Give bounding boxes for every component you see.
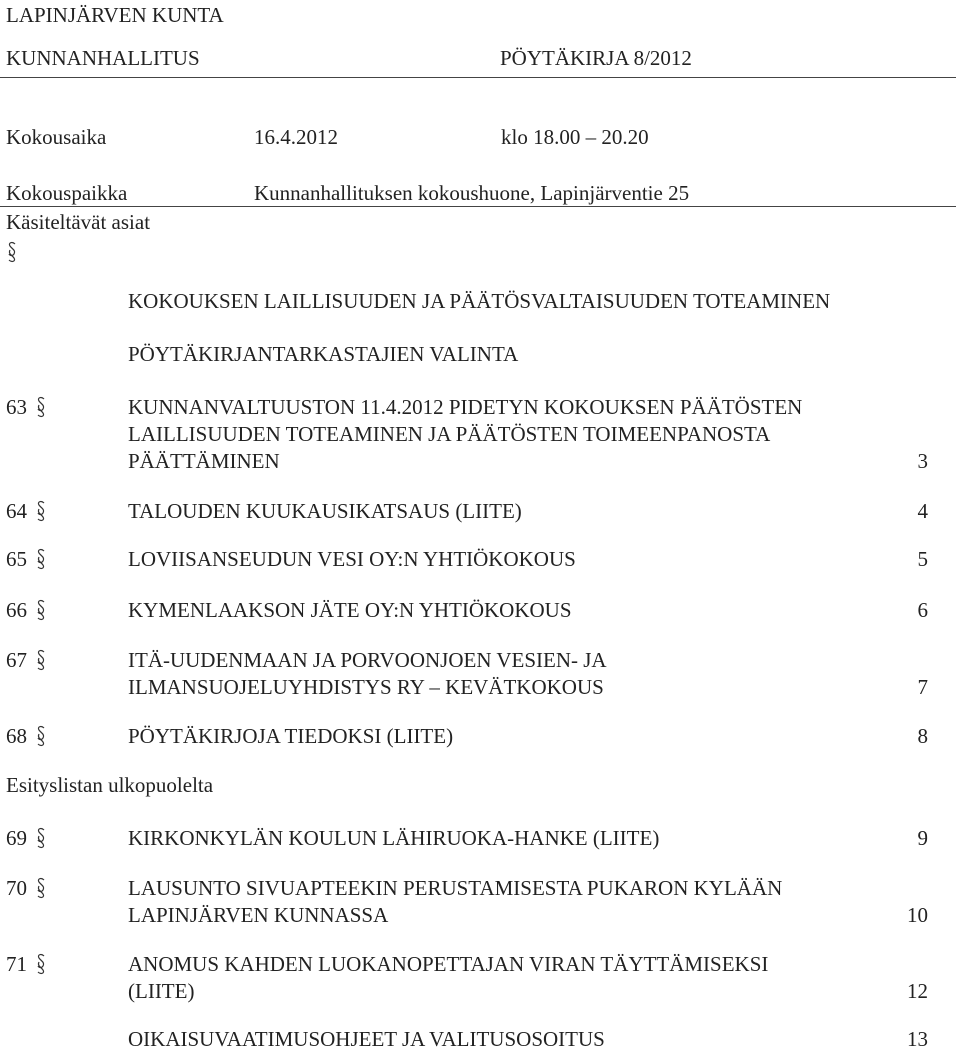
section-icon <box>34 597 48 623</box>
agenda-unnumbered-item: KOKOUKSEN LAILLISUUDEN JA PÄÄTÖSVALTAISUUDEN TOTEAMINEN <box>128 289 831 313</box>
agenda-item-title-line: ANOMUS KAHDEN LUOKANOPETTAJAN VIRAN TÄYTTÄMISEKSI <box>128 952 769 976</box>
agenda-item-number: 70 <box>6 876 27 900</box>
agenda-item-number: 66 <box>6 598 27 622</box>
document-number: PÖYTÄKIRJA 8/2012 <box>500 46 692 70</box>
agenda-heading: Käsiteltävät asiat <box>6 210 151 234</box>
section-icon <box>34 825 48 851</box>
agenda-item-title <box>128 1026 605 1053</box>
section-icon <box>34 875 48 901</box>
agenda-item-page: 3 <box>917 449 928 473</box>
section-icon <box>34 647 48 673</box>
agenda-item-number: 64 <box>6 499 27 523</box>
agenda-item-title-line: ITÄ-UUDENMAAN JA PORVOONJOEN VESIEN- JA <box>128 648 607 672</box>
agenda-item-page: 12 <box>907 979 928 1003</box>
agenda-item-number: 71 <box>6 952 27 976</box>
header-rule <box>0 77 956 78</box>
section-icon <box>34 951 48 977</box>
section-icon <box>5 240 19 264</box>
agenda-item-number: 63 <box>6 395 27 419</box>
agenda-item-page: 13 <box>907 1027 928 1051</box>
section-icon <box>34 394 48 420</box>
agenda-item-title <box>128 951 768 1005</box>
agenda-item-page: 4 <box>917 499 928 523</box>
section-icon <box>34 546 48 572</box>
agenda-item-title-line: ILMANSUOJELUYHDISTYS RY – KEVÄTKOKOUS <box>128 675 604 699</box>
agenda-item-title-line: PÄÄTTÄMINEN <box>128 449 280 473</box>
agenda-item-page: 9 <box>917 826 928 850</box>
meeting-time: klo 18.00 – 20.20 <box>501 125 649 149</box>
agenda-item-title-line: PÖYTÄKIRJOJA TIEDOKSI (LIITE) <box>128 724 454 748</box>
meeting-place-label: Kokouspaikka <box>6 181 128 205</box>
meeting-date: 16.4.2012 <box>254 125 338 149</box>
agenda-item-number: 65 <box>6 547 27 571</box>
agenda-item-title-line: LOVIISANSEUDUN VESI OY:N YHTIÖKOKOUS <box>128 547 576 571</box>
agenda-item-title-line: LAILLISUUDEN TOTEAMINEN JA PÄÄTÖSTEN TOIMEENPANOSTA <box>128 422 771 446</box>
agenda-item-title-line: (LIITE) <box>128 979 195 1003</box>
agenda-item-page: 8 <box>917 724 928 748</box>
agenda-item-title <box>128 498 522 525</box>
org-name: LAPINJÄRVEN KUNTA <box>6 3 224 27</box>
agenda-item-title-line: KYMENLAAKSON JÄTE OY:N YHTIÖKOKOUS <box>128 598 572 622</box>
agenda-item-title <box>128 647 607 701</box>
agenda-item-title <box>128 723 453 750</box>
agenda-item-title-line: KIRKONKYLÄN KOULUN LÄHIRUOKA-HANKE (LIITE) <box>128 826 660 850</box>
agenda-item-page: 10 <box>907 903 928 927</box>
section-icon <box>34 723 48 749</box>
section-icon <box>34 498 48 524</box>
outside-agenda-heading: Esityslistan ulkopuolelta <box>6 773 214 797</box>
meeting-rule <box>0 206 956 207</box>
agenda-item-number: 67 <box>6 648 27 672</box>
agenda-item-title <box>128 394 802 475</box>
meeting-time-label: Kokousaika <box>6 125 107 149</box>
agenda-item-page: 6 <box>917 598 928 622</box>
agenda-item-number: 68 <box>6 724 27 748</box>
meeting-place: Kunnanhallituksen kokoushuone, Lapinjärventie 25 <box>254 181 690 205</box>
agenda-item-number: 69 <box>6 826 27 850</box>
agenda-item-page: 5 <box>917 547 928 571</box>
agenda-item-title-line: TALOUDEN KUUKAUSIKATSAUS (LIITE) <box>128 499 522 523</box>
agenda-item-title-line: KUNNANVALTUUSTON 11.4.2012 PIDETYN KOKOUKSEN PÄÄTÖSTEN <box>128 395 803 419</box>
agenda-item-title <box>128 875 782 929</box>
agenda-item-title <box>128 597 572 624</box>
agenda-item-title-line: LAPINJÄRVEN KUNNASSA <box>128 903 389 927</box>
agenda-item-title <box>128 546 576 573</box>
agenda-item-page: 7 <box>917 675 928 699</box>
body-name: KUNNANHALLITUS <box>6 46 200 70</box>
agenda-item-title-line: LAUSUNTO SIVUAPTEEKIN PERUSTAMISESTA PUKARON KYLÄÄN <box>128 876 783 900</box>
agenda-item-title <box>128 825 659 852</box>
agenda-item-title-line: OIKAISUVAATIMUSOHJEET JA VALITUSOSOITUS <box>128 1027 605 1051</box>
agenda-unnumbered-item: PÖYTÄKIRJANTARKASTAJIEN VALINTA <box>128 342 519 366</box>
